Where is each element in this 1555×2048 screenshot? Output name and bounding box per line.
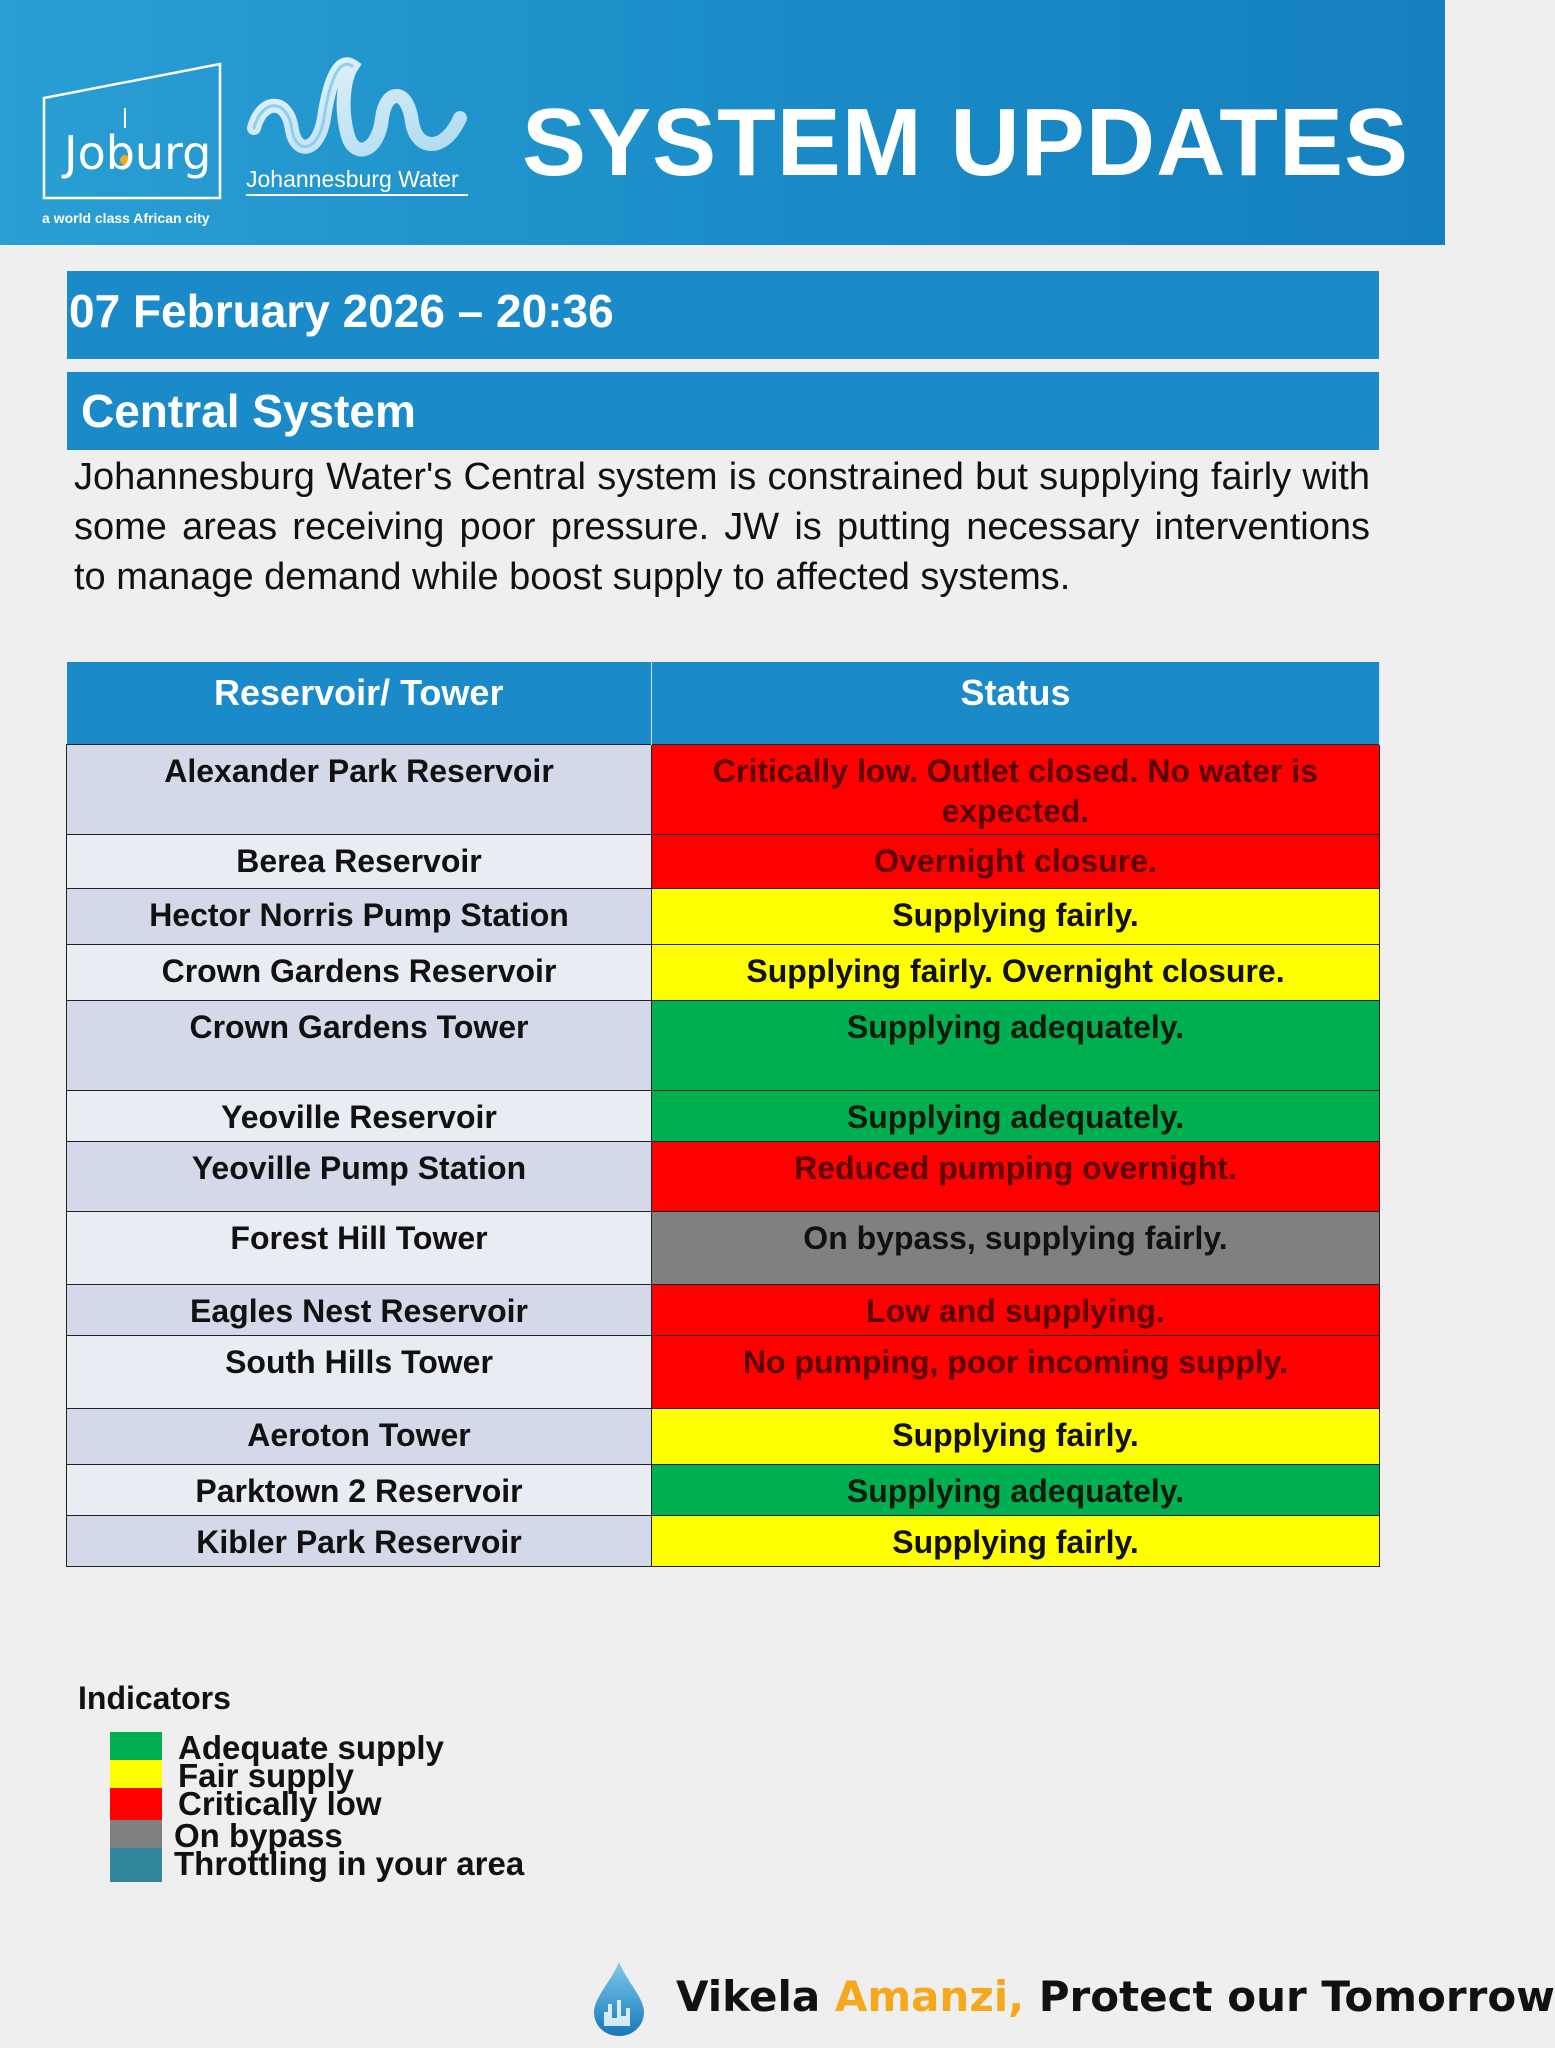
- joburg-tagline: a world class African city: [42, 210, 210, 226]
- joburg-logo-text: Joburg: [64, 126, 212, 180]
- status-cell: Overnight closure.: [652, 834, 1380, 888]
- legend-label: Critically low: [178, 1785, 382, 1822]
- table-row: [67, 1335, 1380, 1408]
- reservoir-name: Kibler Park Reservoir: [67, 1515, 652, 1566]
- table-row: [67, 1408, 1380, 1464]
- table-row: [67, 1284, 1380, 1335]
- status-cell: Supplying fairly.: [652, 1408, 1380, 1464]
- reservoir-name: Yeoville Reservoir: [67, 1090, 652, 1141]
- johannesburg-water-logo: [244, 58, 474, 198]
- legend-swatch: [110, 1848, 162, 1882]
- page-title: SYSTEM UPDATES: [522, 89, 1409, 196]
- slogan-accent: Amanzi,: [834, 1972, 1025, 2021]
- column-header-reservoir: Reservoir/ Tower: [67, 662, 652, 744]
- table-row: [67, 1141, 1380, 1211]
- reservoir-name: Aeroton Tower: [67, 1408, 652, 1464]
- reservoir-name: Yeoville Pump Station: [67, 1141, 652, 1211]
- date-bar: [67, 271, 1379, 359]
- table-row: [67, 1211, 1380, 1284]
- section-title: Central System: [81, 385, 416, 437]
- reservoir-name: Crown Gardens Reservoir: [67, 944, 652, 1000]
- status-cell: Supplying adequately.: [652, 1464, 1380, 1515]
- slogan-part-3: Protect our Tomorrow: [1024, 1972, 1555, 2021]
- status-cell: Supplying fairly.: [652, 888, 1380, 944]
- reservoir-name: South Hills Tower: [67, 1335, 652, 1408]
- section-bar: [67, 372, 1379, 450]
- water-wave-icon: [248, 58, 468, 163]
- status-cell: Supplying fairly.: [652, 1515, 1380, 1566]
- update-date: 07 February 2026 – 20:36: [69, 285, 614, 337]
- status-cell: On bypass, supplying fairly.: [652, 1211, 1380, 1284]
- legend-label: Throttling in your area: [174, 1845, 525, 1882]
- table-row: [67, 888, 1380, 944]
- table-header-row: [67, 662, 1380, 744]
- status-table: [66, 662, 1380, 1567]
- jw-logo-underline: [246, 194, 468, 196]
- status-cell: No pumping, poor incoming supply.: [652, 1335, 1380, 1408]
- intro-paragraph: Johannesburg Water's Central system is constrained but supplying fairly with some areas receiving poor pressure. JW is putting necessary interventions to manage demand while boost supply to affected systems.: [74, 456, 1370, 598]
- reservoir-name: Parktown 2 Reservoir: [67, 1464, 652, 1515]
- table-row: [67, 744, 1380, 834]
- water-drop-icon: [590, 1960, 648, 2038]
- table-row: [67, 1000, 1380, 1090]
- footer-slogan: [590, 1960, 1555, 2040]
- status-cell: Supplying fairly. Overnight closure.: [652, 944, 1380, 1000]
- legend-label: Adequate supply: [178, 1729, 444, 1766]
- status-cell: Reduced pumping overnight.: [652, 1141, 1380, 1211]
- legend-label: Fair supply: [178, 1757, 355, 1794]
- reservoir-name: Eagles Nest Reservoir: [67, 1284, 652, 1335]
- status-cell: Low and supplying.: [652, 1284, 1380, 1335]
- jw-logo-text: Johannesburg Water: [246, 166, 459, 192]
- reservoir-name: Berea Reservoir: [67, 834, 652, 888]
- joburg-logo: [42, 58, 222, 226]
- table-row: [67, 1464, 1380, 1515]
- status-cell: Supplying adequately.: [652, 1090, 1380, 1141]
- table-row: [67, 834, 1380, 888]
- reservoir-name: Hector Norris Pump Station: [67, 888, 652, 944]
- legend-label: On bypass: [174, 1817, 343, 1854]
- column-header-status: Status: [652, 662, 1380, 744]
- indicators-title: Indicators: [78, 1680, 231, 1716]
- reservoir-name: Crown Gardens Tower: [67, 1000, 652, 1090]
- table-row: [67, 1090, 1380, 1141]
- slogan-text: [676, 1972, 1555, 2021]
- header-banner: [0, 0, 1445, 245]
- status-cell: Critically low. Outlet closed. No water is expected.: [652, 744, 1380, 834]
- legend-swatch: [110, 1788, 162, 1822]
- table-row: [67, 944, 1380, 1000]
- slogan-part-1: Vikela: [676, 1972, 835, 2021]
- reservoir-name: Alexander Park Reservoir: [67, 744, 652, 834]
- status-cell: Supplying adequately.: [652, 1000, 1380, 1090]
- reservoir-name: Forest Hill Tower: [67, 1211, 652, 1284]
- table-row: [67, 1515, 1380, 1566]
